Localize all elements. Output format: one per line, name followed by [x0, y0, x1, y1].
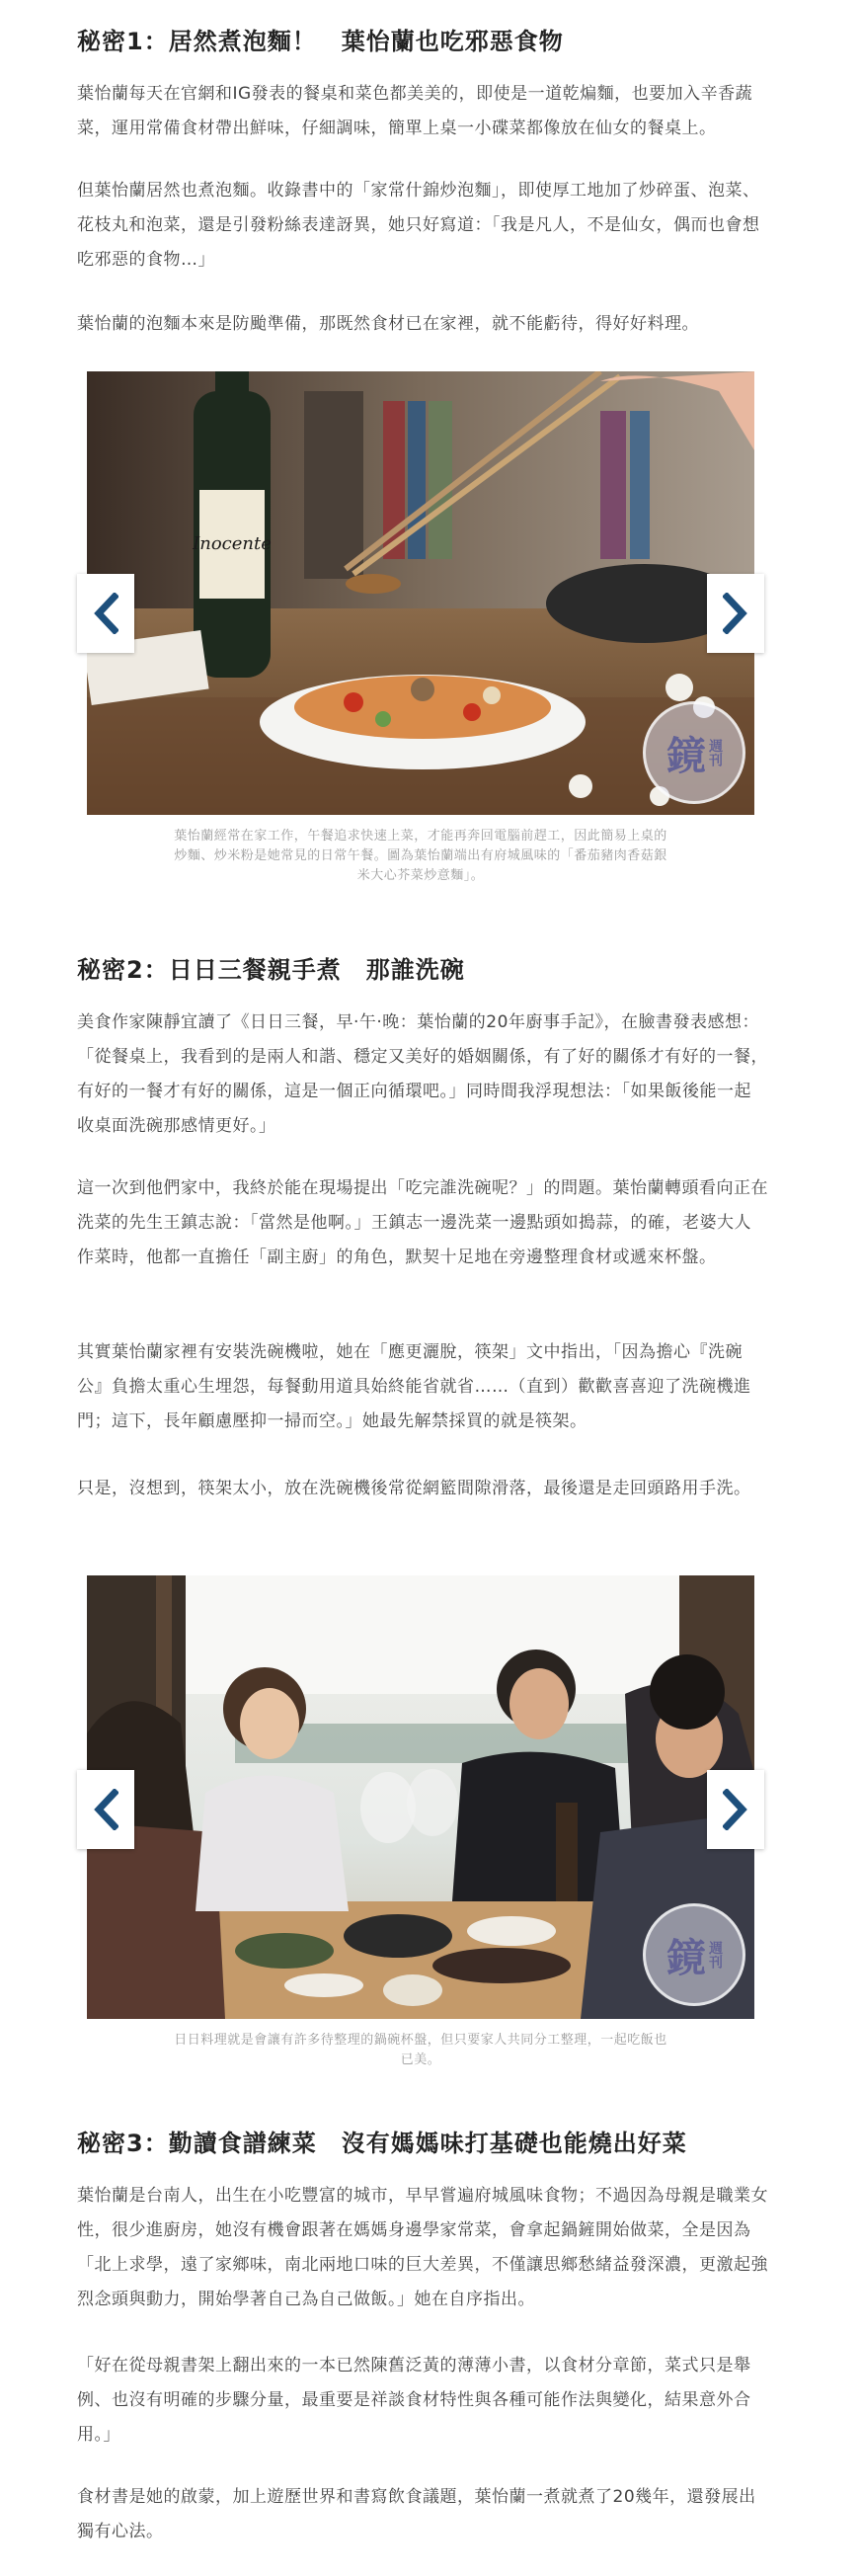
- chevron-left-icon: [93, 1789, 118, 1830]
- slider-1-next-button[interactable]: [707, 574, 764, 653]
- section-2-paragraph-1: 美食作家陳靜宜讀了《日日三餐，早·午·晚：葉怡蘭的20年廚事手記》，在臉書發表感想：「從餐桌上，我看到的是兩人和諧、穩定又美好的婚姻關係，有了好的關係才有好的一餐，有好的一餐才有好的關係，這是一個正向循環吧。」同時間我浮現想法：「如果飯後能一起收桌面洗碗那感情更好。」: [77, 1012, 768, 1136]
- section-1-paragraph-2: 但葉怡蘭居然也煮泡麵。收錄書中的「家常什錦炒泡麵」，即使厚工地加了炒碎蛋、泡菜、花枝丸和泡菜，還是引發粉絲表達訝異，她只好寫道：「我是凡人，不是仙女，偶而也會想吃邪惡的食物…」: [77, 181, 760, 270]
- section-2-paragraph-4: 只是，沒想到，筷架太小，放在洗碗機後常從網籃間隙滑落，最後還是走回頭路用手洗。: [77, 1479, 751, 1498]
- section-3-paragraph-3: 食材書是她的啟蒙，加上遊歷世界和書寫飲食議題，葉怡蘭一煮就煮了20幾年，還發展出獨有心法。: [77, 2487, 756, 2541]
- image-slider-1: [87, 371, 754, 815]
- watermark-logo: 鏡 週刊: [643, 701, 745, 804]
- image-caption-2: 日日料理就是會讓有許多待整理的鍋碗杯盤，但只要家人共同分工整理，一起吃飯也已美。: [174, 2033, 667, 2067]
- section-1-heading: 秘密1：居然煮泡麵！ 葉怡蘭也吃邪惡食物: [77, 28, 564, 55]
- slider-2-prev-button[interactable]: [77, 1770, 134, 1849]
- section-3-paragraph-1: 葉怡蘭是台南人，出生在小吃豐富的城市，早早嘗遍府城風味食物；不過因為母親是職業女性，很少進廚房，她沒有機會跟著在媽媽身邊學家常菜，會拿起鍋鏟開始做菜，全是因為「北上求學，遠了家鄉味，南北兩地口味的巨大差異，不僅讓思鄉愁緒益發深濃，更激起強烈念頭與動力，開始學著自己為自己做飯。」她在自序指出。: [77, 2186, 768, 2309]
- section-2-paragraph-3: 其實葉怡蘭家裡有安裝洗碗機啦，她在「應更灑脫，筷架」文中指出，「因為擔心『洗碗公』負擔太重心生埋怨，每餐動用道具始終能省就省……（直到）歡歡喜喜迎了洗碗機進門；這下，長年顧慮壓抑一掃而空。」她最先解禁採買的就是筷架。: [77, 1342, 751, 1431]
- image-caption-1: 葉怡蘭經常在家工作，午餐追求快速上菜，才能再奔回電腦前趕工，因此簡易上桌的炒麵、炒米粉是她常見的日常午餐。圖為葉怡蘭端出有府城風味的「番茄豬肉香菇銀米大心芥菜炒意麵」。: [174, 829, 667, 883]
- wine-label-text: Inocente: [193, 533, 272, 554]
- watermark-logo: 鏡 週刊: [643, 1903, 745, 2006]
- section-3-paragraph-2: 「好在從母親書架上翻出來的一本已然陳舊泛黃的薄薄小書，以食材分章節，菜式只是舉例、也沒有明確的步驟分量，最重要是祥談食材特性與各種可能作法與變化，結果意外合用。」: [77, 2356, 751, 2445]
- section-3-heading: 秘密3：勤讀食譜練菜 沒有媽媽味打基礎也能燒出好菜: [77, 2130, 687, 2157]
- chevron-left-icon: [93, 593, 118, 634]
- slider-2-next-button[interactable]: [707, 1770, 764, 1849]
- section-2-heading: 秘密2：日日三餐親手煮 那誰洗碗: [77, 956, 465, 984]
- section-2-paragraph-2: 這一次到他們家中，我終於能在現場提出「吃完誰洗碗呢？」的問題。葉怡蘭轉頭看向正在洗菜的先生王鎮志說：「當然是他啊。」王鎮志一邊洗菜一邊點頭如搗蒜，的確，老婆大人作菜時，他都一直擔任「副主廚」的角色，默契十足地在旁邊整理食材或遞來杯盤。: [77, 1178, 768, 1267]
- image-slider-2: [87, 1575, 754, 2019]
- section-1-paragraph-1: 葉怡蘭每天在官網和IG發表的餐桌和菜色都美美的，即使是一道乾煸麵，也要加入辛香蔬菜，運用常備食材帶出鮮味，仔細調味，簡單上桌一小碟菜都像放在仙女的餐桌上。: [77, 84, 753, 138]
- section-1-paragraph-3: 葉怡蘭的泡麵本來是防颱準備，那既然食材已在家裡，就不能虧待，得好好料理。: [77, 314, 699, 334]
- chevron-right-icon: [723, 1789, 748, 1830]
- slider-1-prev-button[interactable]: [77, 574, 134, 653]
- chevron-right-icon: [723, 593, 748, 634]
